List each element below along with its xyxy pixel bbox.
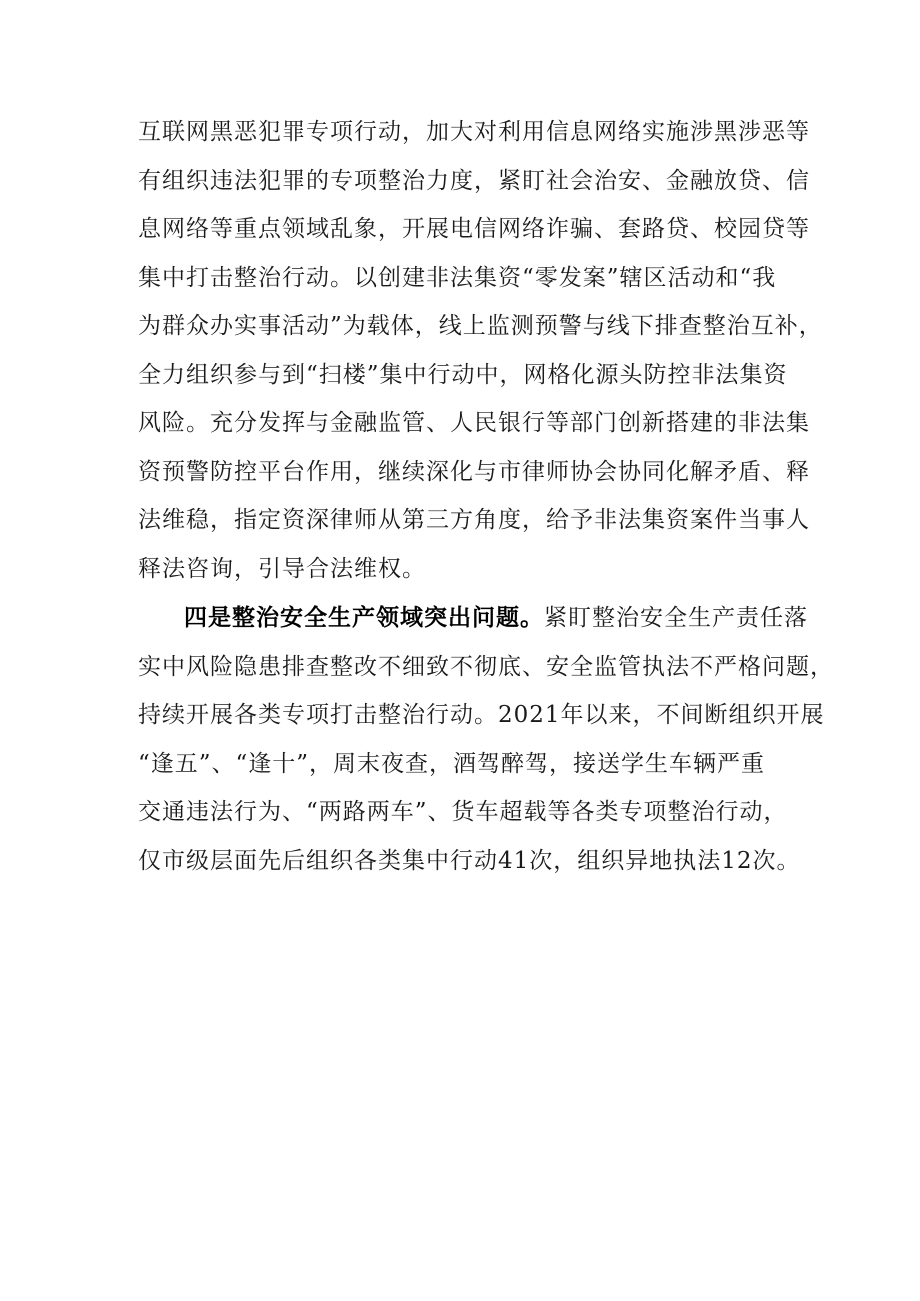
paragraph-2	[138, 594, 834, 885]
text-line: 资预警防控平台作用，继续深化与市律师协会协同化解矛盾、释	[138, 458, 810, 485]
text-line: 释法咨询，引导合法维权。	[138, 555, 426, 582]
text-line: 仅市级层面先后组织各类集中行动41次，组织异地执法12次。	[138, 847, 801, 874]
text-line: 为群众办实事活动”为载体，线上监测预警与线下排查整治互补，	[138, 313, 823, 339]
text-line: 全力组织参与到“扫楼”集中行动中，网格化源头防控非法集资	[138, 361, 788, 388]
paragraph-1	[138, 108, 823, 593]
paragraph-first-line	[138, 594, 808, 643]
text-line: 互联网黑恶犯罪专项行动，加大对利用信息网络实施涉黑涉恶等	[138, 119, 810, 145]
text-line: 风险。充分发挥与金融监管、人民银行等部门创新搭建的非法集	[138, 410, 810, 436]
text-line: 法维稳，指定资深律师从第三方角度，给予非法集资案件当事人	[138, 507, 810, 533]
text-line: 实中风险隐患排查整改不细致不彻底、安全监管执法不严格问题，	[138, 653, 834, 680]
text-line: 交通违法行为、“两路两车”、货车超载等各类专项整治行动，	[138, 799, 788, 825]
document-body	[138, 108, 834, 885]
section-heading: 四是整治安全生产领域突出问题。	[184, 604, 544, 631]
text-line: 息网络等重点领域乱象，开展电信网络诈骗、套路贷、校园贷等	[138, 216, 810, 242]
text-segment: 紧盯整治安全生产责任落	[544, 605, 808, 631]
text-line: “逢五”、“逢十”，周末夜查，酒驾醉驾，接送学生车辆严重	[138, 750, 766, 777]
text-line: 集中打击整治行动。以创建非法集资“零发案”辖区活动和“我	[138, 264, 777, 291]
text-line: 持续开展各类专项打击整治行动。2021年以来，不间断组织开展	[138, 702, 825, 728]
text-line: 有组织违法犯罪的专项整治力度，紧盯社会治安、金融放贷、信	[138, 167, 810, 194]
